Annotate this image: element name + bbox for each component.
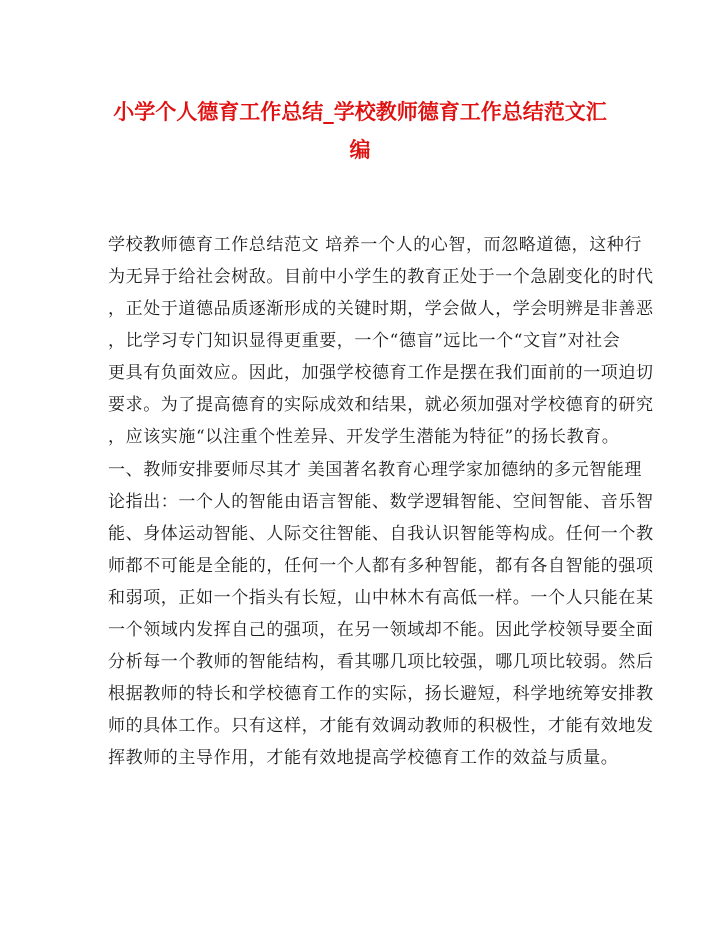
body-line-3: ，正处于道德品质逐渐形成的关键时期，学会做人，学会明辨是非善恶 — [108, 299, 654, 319]
body-line-10: 能、身体运动智能、人际交往智能、自我认识智能等构成。任何一个教 — [108, 524, 654, 544]
body-line-9: 论指出：一个人的智能由语言智能、数学逻辑智能、空间智能、音乐智 — [108, 492, 654, 512]
title-line-2: 编 — [349, 137, 371, 162]
body-line-15: 根据教师的特长和学校德育工作的实际，扬长避短，科学地统筹安排教 — [108, 684, 654, 704]
body-line-7: ，应该实施“以注重个性差异、开发学生潜能为特征”的扬长教育。 — [108, 427, 620, 447]
body-line-17: 挥教师的主导作用，才能有效地提高学校德育工作的效益与质量。 — [108, 748, 619, 768]
body-line-16: 师的具体工作。只有这样，才能有效调动教师的积极性，才能有效地发 — [108, 716, 654, 736]
body-line-11: 师都不可能是全能的，任何一个人都有多种智能，都有各自智能的强项 — [108, 556, 654, 576]
body-line-8: 一、教师安排要师尽其才 美国著名教育心理学家加德纳的多元智能理 — [108, 460, 643, 480]
body-line-6: 要求。为了提高德育的实际成效和结果，就必须加强对学校德育的研究 — [108, 395, 654, 415]
title-line-1: 小学个人德育工作总结_学校教师德育工作总结范文汇 — [113, 99, 607, 124]
body-line-5: 更具有负面效应。因此，加强学校德育工作是摆在我们面前的一项迫切 — [108, 363, 654, 383]
body-line-13: 一个领域内发挥自己的强项，在另一领域却不能。因此学校领导要全面 — [108, 620, 654, 640]
body-line-12: 和弱项，正如一个指头有长短，山中林木有高低一样。一个人只能在某 — [108, 588, 654, 608]
body-line-4: ，比学习专门知识显得更重要，一个“德盲”远比一个“文盲”对社会 — [108, 331, 621, 351]
body-line-14: 分析每一个教师的智能结构，看其哪几项比较强，哪几项比较弱。然后 — [108, 652, 654, 672]
body-line-2: 为无异于给社会树敌。目前中小学生的教育正处于一个急剧变化的时代 — [108, 267, 654, 287]
page-title — [100, 93, 620, 169]
body-line-1: 学校教师德育工作总结范文 培养一个人的心智，而忽略道德，这种行 — [108, 235, 643, 255]
